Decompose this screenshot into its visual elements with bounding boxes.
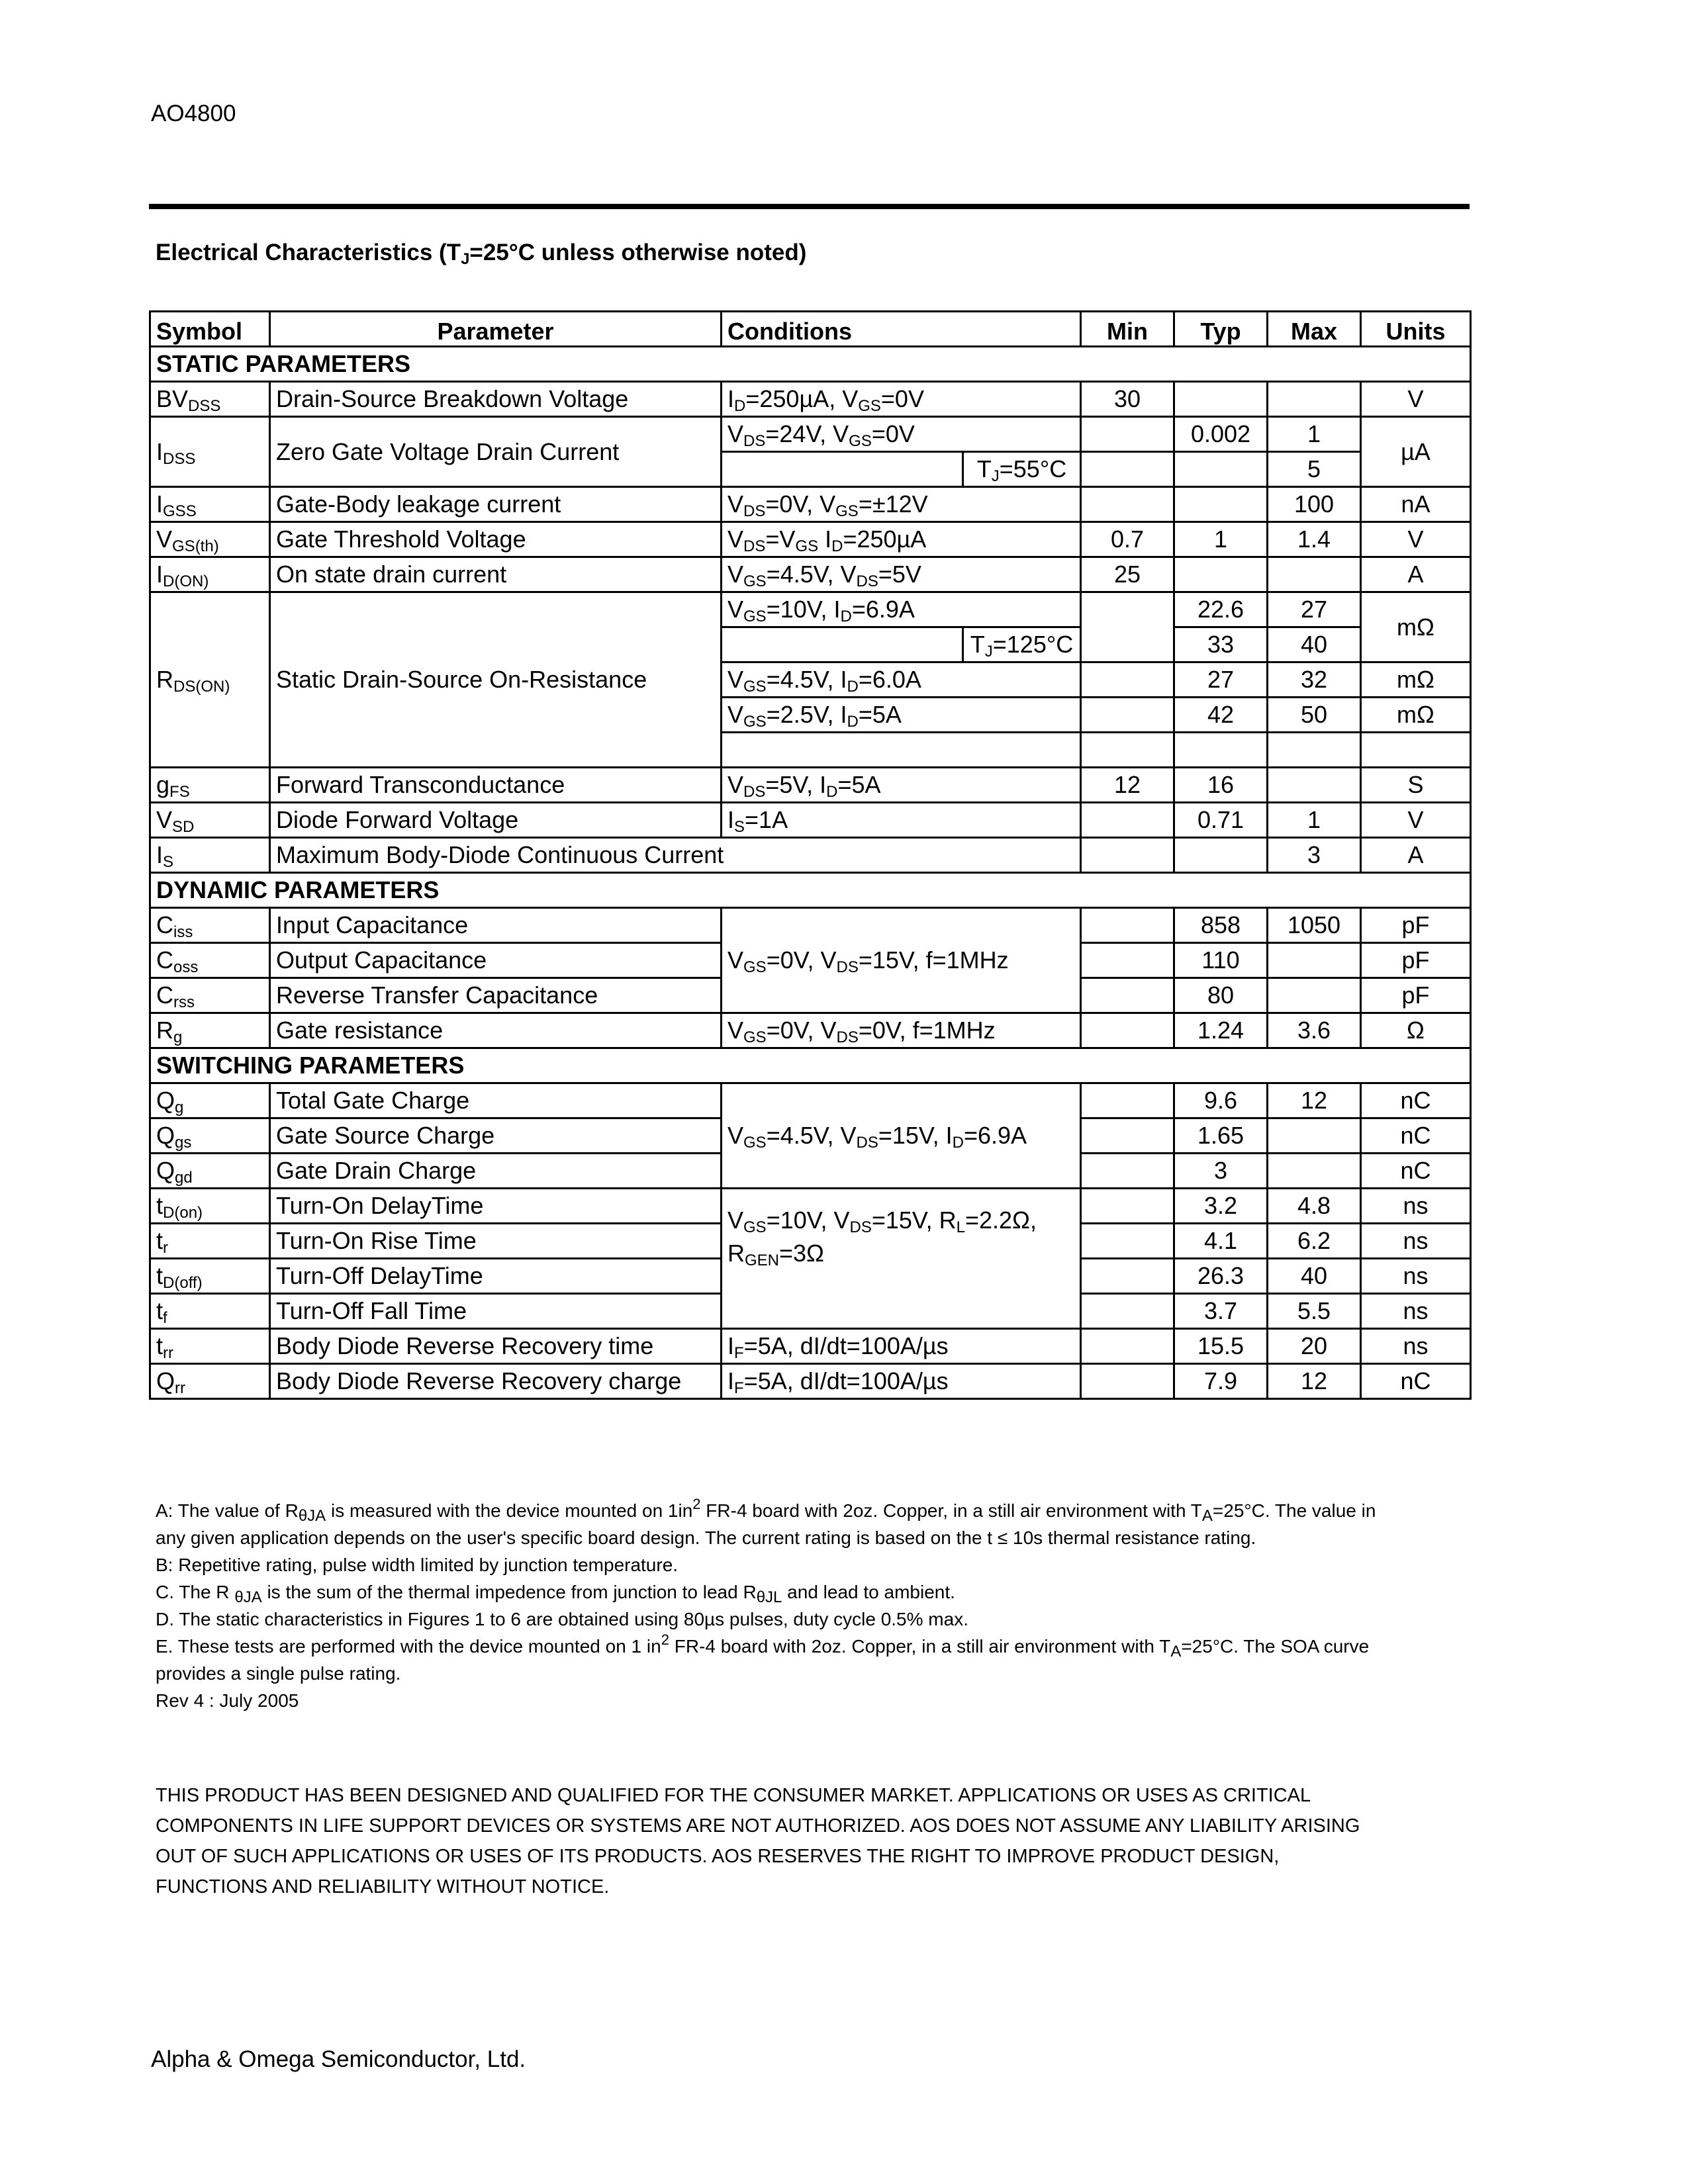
max-cell: 5.5 — [1268, 1294, 1361, 1329]
symbol-cell: $Q_{gs}$ — [150, 1118, 270, 1154]
parameter-cell: On state drain current — [270, 557, 722, 592]
units-cell: V — [1361, 382, 1471, 417]
disclaimer-line: OUT OF SUCH APPLICATIONS OR USES OF ITS PRODUCTS. AOS RESERVES THE RIGHT TO IMPROVE PRODUCT DESIGN, — [156, 1846, 1280, 1867]
section-dynamic: DYNAMIC PARAMETERS — [150, 873, 1471, 908]
parameter-cell: Static Drain-Source On-Resistance — [270, 592, 722, 768]
conditions-cell — [722, 838, 1081, 873]
typ-cell — [1174, 382, 1268, 417]
disclaimer-line: THIS PRODUCT HAS BEEN DESIGNED AND QUALIFIED FOR THE CONSUMER MARKET. APPLICATIONS OR USES AS CRITICAL — [156, 1785, 1311, 1806]
conditions-cell: $V_{DS}=5V$, $I_D=5A$ — [722, 768, 1081, 803]
footer-company: Alpha & Omega Semiconductor, Ltd. — [151, 2046, 526, 2072]
min-cell — [1081, 1364, 1174, 1399]
table-row — [150, 803, 1471, 838]
table-row — [150, 1013, 1471, 1048]
typ-cell: 0.71 — [1174, 803, 1268, 838]
min-cell — [1081, 978, 1174, 1013]
section-switching: SWITCHING PARAMETERS — [150, 1048, 1471, 1083]
typ-cell — [1174, 557, 1268, 592]
symbol-cell: $C_{oss}$ — [150, 943, 270, 978]
conditions-cell — [722, 733, 1081, 768]
max-cell: 1.4 — [1268, 522, 1361, 557]
max-cell: 12 — [1268, 1364, 1361, 1399]
typ-cell: 33 — [1174, 627, 1268, 662]
units-cell: Ω — [1361, 1013, 1471, 1048]
symbol-cell: $C_{rss}$ — [150, 978, 270, 1013]
table-row — [150, 382, 1471, 417]
min-cell — [1081, 1189, 1174, 1224]
max-cell — [1268, 733, 1361, 768]
note-c: C. The R $_{\theta JA}$ is the sum of the thermal impedence from junction to lead $R_{\theta JL}$ and lead to ambient. — [156, 1582, 955, 1606]
max-cell: 40 — [1268, 627, 1361, 662]
min-cell — [1081, 1224, 1174, 1259]
units-cell — [1361, 733, 1471, 768]
symbol-cell: $t_{rr}$ — [150, 1329, 270, 1364]
units-cell: S — [1361, 768, 1471, 803]
revision: Rev 4 : July 2005 — [156, 1690, 299, 1711]
parameter-cell: Body Diode Reverse Recovery charge — [270, 1364, 722, 1399]
typ-cell: 80 — [1174, 978, 1268, 1013]
typ-cell: 1 — [1174, 522, 1268, 557]
parameter-cell: Turn-On Rise Time — [270, 1224, 722, 1259]
min-cell — [1081, 803, 1174, 838]
parameter-cell: Drain-Source Breakdown Voltage — [270, 382, 722, 417]
parameter-cell: Gate Source Charge — [270, 1118, 722, 1154]
symbol-cell: $g_{FS}$ — [150, 768, 270, 803]
table-row — [150, 1189, 1471, 1224]
max-cell — [1268, 1154, 1361, 1189]
min-cell — [1081, 1013, 1174, 1048]
conditions-cell: $V_{DS}=24V$, $V_{GS}=0V$ — [722, 417, 1081, 452]
table-row — [150, 908, 1471, 943]
header-max: Max — [1268, 312, 1361, 347]
max-cell: 12 — [1268, 1083, 1361, 1118]
parameter-cell: Reverse Transfer Capacitance — [270, 978, 722, 1013]
table-row — [150, 1364, 1471, 1399]
units-cell: nC — [1361, 1083, 1471, 1118]
symbol-cell: $t_{D(on)}$ — [150, 1189, 270, 1224]
typ-cell: 27 — [1174, 662, 1268, 698]
typ-cell — [1174, 838, 1268, 873]
header-min: Min — [1081, 312, 1174, 347]
conditions-spacer — [722, 627, 963, 662]
typ-cell: 9.6 — [1174, 1083, 1268, 1118]
parameter-cell: Forward Transconductance — [270, 768, 722, 803]
max-cell: 3.6 — [1268, 1013, 1361, 1048]
units-cell: V — [1361, 522, 1471, 557]
units-cell: nC — [1361, 1154, 1471, 1189]
typ-cell: 22.6 — [1174, 592, 1268, 627]
parameter-cell: Gate Drain Charge — [270, 1154, 722, 1189]
table-header-row — [150, 312, 1471, 347]
section-row-dynamic — [150, 873, 1471, 908]
symbol-cell: $R_g$ — [150, 1013, 270, 1048]
symbol-cell: $BV_{DSS}$ — [150, 382, 270, 417]
disclaimer — [156, 1780, 1473, 1902]
conditions-cell: $V_{GS}=0V$, $V_{DS}=15V$, f=1MHz — [722, 908, 1081, 1013]
min-cell — [1081, 698, 1174, 733]
symbol-cell: $I_{GSS}$ — [150, 487, 270, 522]
min-cell — [1081, 1154, 1174, 1189]
conditions-cell: $I_F=5A$, dI/dt=100A/µs — [722, 1364, 1081, 1399]
conditions-cell: $I_D=250\mu A$, $V_{GS}=0V$ — [722, 382, 1081, 417]
typ-cell: 1.65 — [1174, 1118, 1268, 1154]
parameter-cell: Total Gate Charge — [270, 1083, 722, 1118]
max-cell — [1268, 557, 1361, 592]
units-cell: nA — [1361, 487, 1471, 522]
conditions-cell: $V_{DS}=V_{GS}$ $I_D=250\mu A$ — [722, 522, 1081, 557]
header-symbol: Symbol — [150, 312, 270, 347]
conditions-cell: $I_F=5A$, dI/dt=100A/µs — [722, 1329, 1081, 1364]
table-row — [150, 1329, 1471, 1364]
parameter-cell: Turn-On DelayTime — [270, 1189, 722, 1224]
units-cell: pF — [1361, 908, 1471, 943]
min-cell — [1081, 452, 1174, 487]
symbol-cell: $C_{iss}$ — [150, 908, 270, 943]
min-cell — [1081, 1329, 1174, 1364]
note-e-continued: provides a single pulse rating. — [156, 1663, 401, 1684]
max-cell: 20 — [1268, 1329, 1361, 1364]
symbol-cell: $V_{GS(th)}$ — [150, 522, 270, 557]
max-cell: 1 — [1268, 803, 1361, 838]
max-cell: 32 — [1268, 662, 1361, 698]
max-cell: 6.2 — [1268, 1224, 1361, 1259]
max-cell: 100 — [1268, 487, 1361, 522]
min-cell — [1081, 487, 1174, 522]
min-cell: 0.7 — [1081, 522, 1174, 557]
min-cell — [1081, 908, 1174, 943]
conditions-cell: $I_S=1A$ — [722, 803, 1081, 838]
temperature-condition-cell: $T_J=125^\circ C$ — [963, 627, 1081, 662]
symbol-cell: $Q_{gd}$ — [150, 1154, 270, 1189]
max-cell: 27 — [1268, 592, 1361, 627]
max-cell — [1268, 978, 1361, 1013]
units-cell: µA — [1361, 417, 1471, 487]
parameter-cell: Turn-Off Fall Time — [270, 1294, 722, 1329]
units-cell: mΩ — [1361, 592, 1471, 662]
parameter-cell: Maximum Body-Diode Continuous Current — [270, 838, 722, 873]
parameter-cell: Diode Forward Voltage — [270, 803, 722, 838]
units-cell: nC — [1361, 1364, 1471, 1399]
conditions-cell: $V_{GS}=0V$, $V_{DS}=0V$, f=1MHz — [722, 1013, 1081, 1048]
note-d: D. The static characteristics in Figures 1 to 6 are obtained using 80µs pulses, duty cycle 0.5% max. — [156, 1609, 968, 1629]
typ-cell: 3.7 — [1174, 1294, 1268, 1329]
min-cell: 30 — [1081, 382, 1174, 417]
max-cell: 1 — [1268, 417, 1361, 452]
electrical-characteristics-table — [149, 310, 1472, 1400]
temperature-condition-cell: $T_J=55^\circ C$ — [963, 452, 1081, 487]
symbol-cell: $Q_{rr}$ — [150, 1364, 270, 1399]
units-cell: pF — [1361, 943, 1471, 978]
typ-cell: 3.2 — [1174, 1189, 1268, 1224]
section-title: Electrical Characteristics ($T_J=25^\circ C$ unless otherwise noted) — [156, 240, 807, 268]
conditions-cell: $V_{DS}=0V$, $V_{GS}=\pm 12V$ — [722, 487, 1081, 522]
header-parameter: Parameter — [270, 312, 722, 347]
typ-cell — [1174, 487, 1268, 522]
units-cell: ns — [1361, 1294, 1471, 1329]
units-cell: mΩ — [1361, 662, 1471, 698]
min-cell: 12 — [1081, 768, 1174, 803]
parameter-cell: Gate-Body leakage current — [270, 487, 722, 522]
units-cell: ns — [1361, 1189, 1471, 1224]
table-row — [150, 557, 1471, 592]
typ-cell: 26.3 — [1174, 1259, 1268, 1294]
conditions-cell: $V_{GS}=4.5V$, $V_{DS}=15V$, $I_D=6.9A$ — [722, 1083, 1081, 1189]
conditions-cell: $V_{GS}=4.5V$, $I_D=6.0A$ — [722, 662, 1081, 698]
units-cell: ns — [1361, 1259, 1471, 1294]
min-cell — [1081, 1083, 1174, 1118]
max-cell — [1268, 382, 1361, 417]
max-cell: 1050 — [1268, 908, 1361, 943]
symbol-cell: $t_f$ — [150, 1294, 270, 1329]
parameter-cell: Gate Threshold Voltage — [270, 522, 722, 557]
parameter-cell: Turn-Off DelayTime — [270, 1259, 722, 1294]
symbol-cell: $I_S$ — [150, 838, 270, 873]
typ-cell: 4.1 — [1174, 1224, 1268, 1259]
header-rule — [149, 204, 1470, 209]
typ-cell: 7.9 — [1174, 1364, 1268, 1399]
table-row — [150, 522, 1471, 557]
section-row-switching — [150, 1048, 1471, 1083]
note-a-continued: any given application depends on the user's specific board design. The current rating is based on the t ≤ 10s thermal resistance rating. — [156, 1527, 1256, 1548]
header-typ: Typ — [1174, 312, 1268, 347]
disclaimer-line: FUNCTIONS AND RELIABILITY WITHOUT NOTICE. — [156, 1876, 610, 1897]
units-cell: mΩ — [1361, 698, 1471, 733]
max-cell: 50 — [1268, 698, 1361, 733]
table-row — [150, 768, 1471, 803]
typ-cell: 42 — [1174, 698, 1268, 733]
min-cell: 25 — [1081, 557, 1174, 592]
typ-cell — [1174, 733, 1268, 768]
units-cell: nC — [1361, 1118, 1471, 1154]
parameter-cell: Body Diode Reverse Recovery time — [270, 1329, 722, 1364]
note-a: A: The value of $R_{\theta JA}$ is measured with the device mounted on $1in^2$ FR-4 board with 2oz. Copper, in a still air environment with $T_A=25^\circ C$. The value in — [156, 1496, 1376, 1525]
symbol-cell: $R_{DS(ON)}$ — [150, 592, 270, 768]
units-cell: pF — [1361, 978, 1471, 1013]
symbol-cell: $t_r$ — [150, 1224, 270, 1259]
max-cell — [1268, 1118, 1361, 1154]
max-cell: 40 — [1268, 1259, 1361, 1294]
units-cell: V — [1361, 803, 1471, 838]
table-row — [150, 1083, 1471, 1118]
min-cell — [1081, 733, 1174, 768]
typ-cell: 0.002 — [1174, 417, 1268, 452]
disclaimer-line: COMPONENTS IN LIFE SUPPORT DEVICES OR SYSTEMS ARE NOT AUTHORIZED. AOS DOES NOT ASSUME ANY LIABILITY ARISING — [156, 1815, 1360, 1837]
table-row — [150, 838, 1471, 873]
typ-cell: 858 — [1174, 908, 1268, 943]
parameter-cell: Input Capacitance — [270, 908, 722, 943]
table-row — [150, 487, 1471, 522]
min-cell — [1081, 1294, 1174, 1329]
min-cell — [1081, 417, 1174, 452]
symbol-cell: $Q_g$ — [150, 1083, 270, 1118]
conditions-cell: $V_{GS}=10V$, $V_{DS}=15V$, $R_L=2.2\Omega$, $R_{GEN}=3\Omega$ — [722, 1189, 1081, 1329]
note-b: B: Repetitive rating, pulse width limited by junction temperature. — [156, 1555, 679, 1575]
max-cell — [1268, 943, 1361, 978]
section-row-static — [150, 347, 1471, 382]
parameter-cell: Output Capacitance — [270, 943, 722, 978]
table-row — [150, 417, 1471, 452]
symbol-cell: $I_{DSS}$ — [150, 417, 270, 487]
symbol-cell: $V_{SD}$ — [150, 803, 270, 838]
typ-cell: 16 — [1174, 768, 1268, 803]
max-cell — [1268, 768, 1361, 803]
conditions-cell: $V_{GS}=4.5V$, $V_{DS}=5V$ — [722, 557, 1081, 592]
min-cell — [1081, 838, 1174, 873]
typ-cell — [1174, 452, 1268, 487]
min-cell — [1081, 592, 1174, 662]
min-cell — [1081, 1259, 1174, 1294]
min-cell — [1081, 1118, 1174, 1154]
max-cell: 5 — [1268, 452, 1361, 487]
min-cell — [1081, 662, 1174, 698]
typ-cell: 3 — [1174, 1154, 1268, 1189]
parameter-cell: Gate resistance — [270, 1013, 722, 1048]
typ-cell: 110 — [1174, 943, 1268, 978]
parameter-cell: Zero Gate Voltage Drain Current — [270, 417, 722, 487]
typ-cell: 15.5 — [1174, 1329, 1268, 1364]
section-static: STATIC PARAMETERS — [150, 347, 1471, 382]
units-cell: ns — [1361, 1224, 1471, 1259]
units-cell: A — [1361, 557, 1471, 592]
min-cell — [1081, 943, 1174, 978]
conditions-cell: $V_{GS}=2.5V$, $I_D=5A$ — [722, 698, 1081, 733]
symbol-cell: $I_{D(ON)}$ — [150, 557, 270, 592]
header-units: Units — [1361, 312, 1471, 347]
conditions-cell: $V_{GS}=10V$, $I_D=6.9A$ — [722, 592, 1081, 627]
typ-cell: 1.24 — [1174, 1013, 1268, 1048]
max-cell: 3 — [1268, 838, 1361, 873]
footnotes — [156, 1497, 1473, 1714]
part-number: AO4800 — [151, 101, 236, 126]
note-e: E. These tests are performed with the device mounted on 1 $in^2$ FR-4 board with 2oz. Copper, in a still air environment with $T_A=25^\circ C$. The SOA curve — [156, 1631, 1370, 1661]
symbol-cell: $t_{D(off)}$ — [150, 1259, 270, 1294]
conditions-spacer — [722, 452, 963, 487]
max-cell: 4.8 — [1268, 1189, 1361, 1224]
header-conditions: Conditions — [722, 312, 1081, 347]
units-cell: A — [1361, 838, 1471, 873]
units-cell: ns — [1361, 1329, 1471, 1364]
table-row — [150, 592, 1471, 627]
